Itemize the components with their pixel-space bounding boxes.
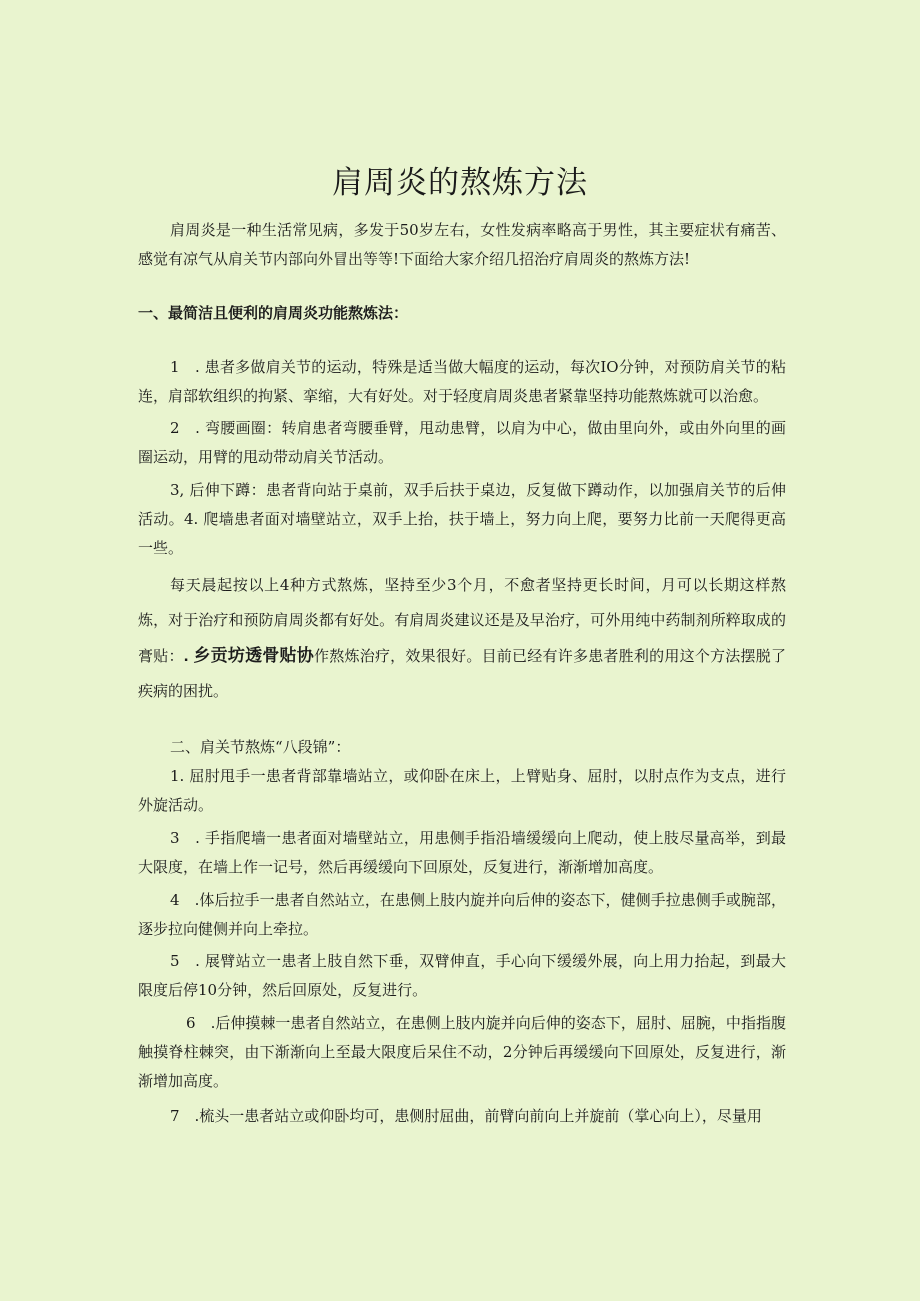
section2-item-6: 6 .后伸摸棘一患者自然站立，在患侧上肢内旋并向后伸的姿态下，屈肘、屈腕，中指指腹触摸脊柱棘突，由下渐渐向上至最大限度后呆住不动，2分钟后再缓缓向下回原处，反复进行，渐渐增加高度。: [138, 1014, 786, 1090]
intro-paragraph: 肩周炎是一种生活常见病，多发于50岁左右，女性发病率略高于男性，其主要症状有痛苦、感觉有凉气从肩关节内部向外冒出等等!下面给大家介绍几招治疗肩周炎的熬炼方法!: [138, 221, 786, 268]
section1-item-2: 2 . 弯腰画圈：转肩患者弯腰垂臂，甩动患臂，以肩为中心，做由里向外，或由外向里的画圈运动，用臂的甩动带动肩关节活动。: [138, 419, 786, 466]
page-title: 肩周炎的熬炼方法: [332, 164, 588, 201]
section2-item-1: 1. 屈肘甩手一患者背部靠墙站立，或仰卧在床上，上臂贴身、屈肘，以肘点作为支点，进行外旋活动。: [138, 767, 786, 814]
section1-item-1: 1 . 患者多做肩关节的运动，特殊是适当做大幅度的运动，每次IO分钟，对预防肩关节的粘连，肩部软组织的拘紧、挛缩，大有好处。对于轻度肩周炎患者紧靠坚持功能熬炼就可以治愈。: [138, 358, 786, 405]
section1-advice: [138, 568, 786, 709]
advice-text-after: 作熬炼治疗，效果很好。目前已经有许多患者胜利的用这个方法摆脱了疾病的困扰。: [138, 647, 786, 700]
section2-item-4: 4 .体后拉手一患者自然站立，在患侧上肢内旋并向后伸的姿态下，健侧手拉患侧手或腕部，逐步拉向健侧并向上牵拉。: [138, 891, 786, 938]
advice-text-before: 每天晨起按以上4种方式熬炼，坚持至少3个月，不愈者坚持更长时间，月可以长期这样熬炼，对于治疗和预防肩周炎都有好处。有肩周炎建议还是及早治疗，可外用纯中药制剂所粹取成的膏贴：: [138, 576, 786, 665]
advice-brand: . 乡贡坊透骨贴协: [183, 646, 315, 665]
section1-item-3-4: 3, 后伸下蹲：患者背向站于桌前，双手后扶于桌边，反复做下蹲动作，以加强肩关节的后伸活动。4. 爬墙患者面对墙壁站立，双手上抬，扶于墙上，努力向上爬，要努力比前一天爬得更高一些。: [138, 481, 786, 557]
section2-item-5: 5 . 展臂站立一患者上肢自然下垂，双臂伸直，手心向下缓缓外展，向上用力抬起，到最大限度后停10分钟，然后回原处，反复进行。: [138, 952, 786, 999]
section2-item-3: 3 . 手指爬墙一患者面对墙壁站立，用患侧手指沿墙缓缓向上爬动，使上肢尽量高举，到最大限度，在墙上作一记号，然后再缓缓向下回原处，反复进行，渐渐增加高度。: [138, 829, 786, 876]
section2-item-7: 7 .梳头一患者站立或仰卧均可，患侧肘屈曲，前臂向前向上并旋前（掌心向上），尽量用: [170, 1107, 762, 1125]
section2-heading: 二、肩关节熬炼“八段锦”：: [170, 738, 351, 756]
section1-heading: 一、最简洁且便利的肩周炎功能熬炼法：: [138, 304, 409, 322]
